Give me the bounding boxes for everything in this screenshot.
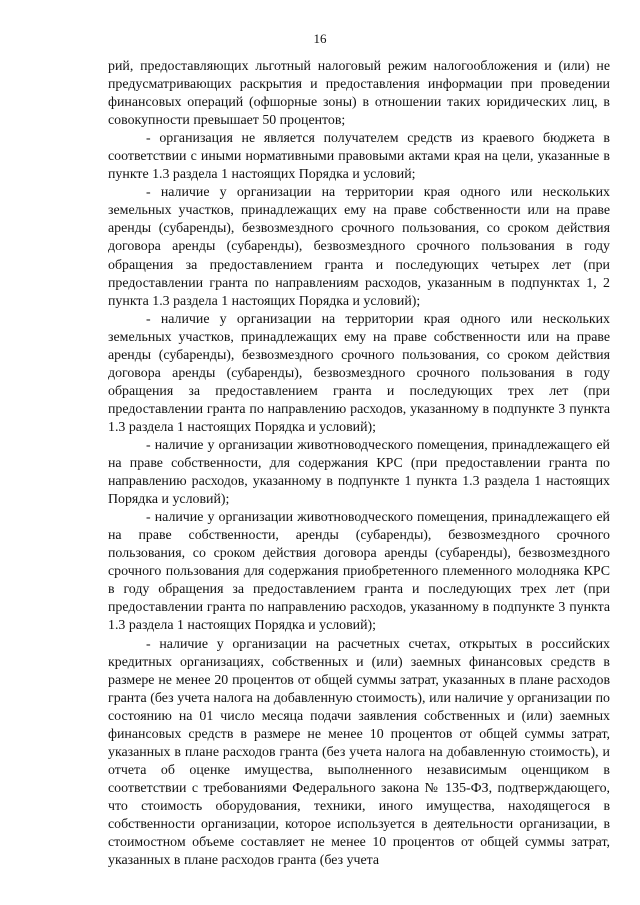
paragraph-land-plots-three-years: - наличие у организации на территории края одного или нескольких земельных участков, принадлежащих ему на праве собственности или на праве аренды (субаренды), безвозмездного срочного пользования, со сроком действия договора аренды (субаренды), безвозмездного срочного пользования в году обращения за предоставлением гранта и последующих трех лет (при предоставлении гранта по направлению расходов, указанному в подпункте 3 пункта 1.3 раздела 1 настоящих Порядка и условий); xyxy=(108,311,610,435)
paragraph-continuation: рий, предоставляющих льготный налоговый режим налогообложения и (или) не предусматривающих раскрытия и предоставления информации при проведении финансовых операций (офшорные зоны) в отношении таких юридических лиц, в совокупности превышает 50 процентов; xyxy=(108,59,610,129)
paragraph-land-plots-four-years: - наличие у организации на территории края одного или нескольких земельных участков, принадлежащих ему на праве собственности или на праве аренды (субаренды), безвозмездного срочного пользования, со сроком действия договора аренды (субаренды), безвозмездного срочного пользования в году обращения за предоставлением гранта и последующих четырех лет (при предоставлении гранта по направлениям расходов, указанным в подпунктах 1, 2 пункта 1.3 раздела 1 настоящих Порядка и условий); xyxy=(108,185,610,309)
paragraph-budget-condition: - организация не является получателем средств из краевого бюджета в соответствии с иными нормативными правовыми актами края на цели, указанные в пункте 1.3 раздела 1 настоящих Порядка и условий; xyxy=(108,131,610,183)
paragraph-livestock-building-owned: - наличие у организации животноводческого помещения, принадлежащего ей на праве собственности, для содержания КРС (при предоставлении гранта по направлению расходов, указанному в подпункте 1 пункта 1.3 раздела 1 настоящих Порядка и условий); xyxy=(108,437,610,508)
document-body xyxy=(108,58,610,870)
paragraph-funds-on-accounts: - наличие у организации на расчетных счетах, открытых в российских кредитных организациях, собственных и (или) заемных финансовых средств в размере не менее 20 процентов от общей суммы затрат, указанных в плане расходов гранта (без учета налога на добавленную стоимость), или наличие у организации по состоянию на 01 число месяца подачи заявления собственных и (или) заемных финансовых средств в размере не менее 10 процентов от общей суммы затрат, указанных в плане расходов гранта (без учета налога на добавленную стоимость), и отчета об оценке имущества, выполненного независимым оценщиком в соответствии с требованиями Федерального закона № 135-ФЗ, подтверждающего, что стоимость оборудования, техники, иного имущества, находящегося в собственности организации, которое используется в деятельности организации, в стоимостном объеме составляет не менее 10 процентов от общей суммы затрат, указанных в плане расходов гранта (без учета xyxy=(108,636,610,869)
page-number: 16 xyxy=(313,31,327,46)
paragraph-livestock-building-leased: - наличие у организации животноводческого помещения, принадлежащего ей на праве собственности, аренды (субаренды), безвозмездного срочного пользования, со сроком действия договора аренды (субаренды), безвозмездного срочного пользования для содержания приобретенного племенного молодняка КРС в году обращения за предоставлением гранта и последующих трех лет (при предоставлении гранта по направлению расходов, указанному в подпункте 3 пункта 1.3 раздела 1 настоящих Порядка и условий); xyxy=(108,510,610,634)
